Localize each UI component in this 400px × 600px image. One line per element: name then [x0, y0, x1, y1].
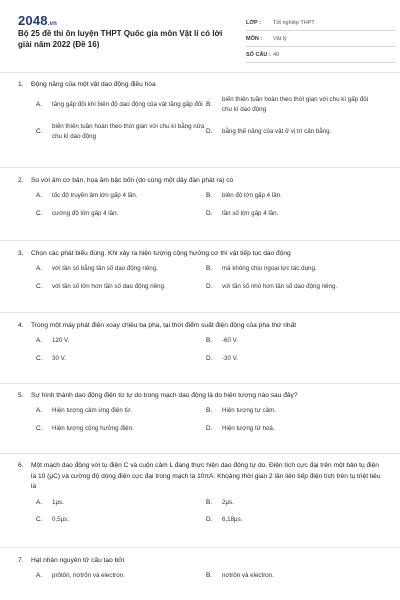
option-letter: C. — [36, 282, 43, 290]
question-number: 1. — [18, 81, 24, 88]
question-text: Một mạch dao động với tụ điện C và cuộn cảm L đang thực hiện dao động tự do. Điện tích cực đại trên một bản tụ điện là 10 (μC) và cường độ dòng điện cực đại trong mạch là 10πA. Khoảng thời gian 2 lần liên tiếp điện tích trên tụ triệt tiêu là — [31, 462, 381, 490]
option-text: 0,5μs. — [52, 516, 69, 523]
meta-row-class — [246, 15, 396, 31]
option-d[interactable] — [206, 424, 376, 434]
question-text: Trong một máy phát điện xoay chiều ba pha, tại thời điểm suất điện động của pha thứ nhất — [31, 322, 297, 329]
question-4 — [18, 321, 382, 363]
question-text: Sự hình thành dao động điện từ tự do trong mạch dao động là do hiện tượng nào sau đây? — [31, 392, 298, 399]
question-text: Động năng của một vật dao động điều hòa — [31, 81, 156, 88]
option-letter: D. — [206, 516, 213, 524]
question-6 — [18, 461, 382, 525]
option-letter: B. — [206, 101, 213, 108]
question-2 — [18, 176, 382, 218]
option-c[interactable] — [36, 515, 206, 525]
option-letter: C. — [36, 128, 43, 135]
option-text: tốc độ truyền âm lớn gấp 4 lần. — [52, 192, 138, 199]
option-a[interactable] — [36, 498, 206, 508]
option-letter: A. — [36, 337, 43, 345]
option-letter: A. — [36, 498, 43, 506]
option-text: với tần số lớn hơn tần số dao động riêng. — [52, 282, 166, 290]
divider — [0, 453, 400, 454]
option-letter: A. — [36, 192, 43, 200]
option-text: Hiện tượng cảm ứng điện từ. — [52, 407, 133, 414]
option-text: 120 V. — [52, 337, 70, 344]
option-letter: D. — [206, 128, 213, 135]
option-text: bằng thế năng của vật ở vị trí cân bằng. — [222, 127, 332, 135]
option-d[interactable] — [206, 515, 376, 525]
option-letter: A. — [36, 407, 43, 415]
option-letter: D. — [206, 354, 213, 362]
option-text: tăng gấp đôi khi biên độ dao động của vật tăng gấp đôi — [52, 100, 203, 108]
option-text: 2μs. — [222, 498, 234, 506]
option-c[interactable] — [36, 424, 206, 434]
question-3 — [18, 249, 382, 291]
option-c[interactable] — [36, 209, 206, 219]
divider — [0, 167, 400, 168]
option-b[interactable] — [206, 406, 376, 416]
question-number: 5. — [18, 392, 24, 399]
question-number: 2. — [18, 177, 24, 184]
meta-value: Vật lý — [273, 35, 287, 42]
option-c[interactable] — [36, 122, 206, 141]
option-a[interactable] — [36, 264, 206, 274]
meta-value: Tốt nghiệp THPT — [273, 19, 315, 26]
site-logo[interactable]: 2048.vn — [18, 13, 58, 28]
option-letter: C. — [36, 209, 43, 217]
option-text: prôtôn, nơtrôn và electron. — [52, 572, 125, 579]
option-a[interactable] — [36, 95, 206, 114]
option-text: biến thiên tuần hoàn theo thời gian với chu kì bằng nửa chu kì dao động — [52, 123, 205, 140]
page-header — [18, 0, 382, 70]
option-letter: B. — [206, 572, 213, 580]
divider — [0, 72, 400, 73]
meta-row-count — [246, 47, 396, 63]
option-text: nơtrôn và electron. — [222, 572, 274, 579]
meta-info — [246, 15, 396, 63]
divider — [0, 383, 400, 384]
option-letter: D. — [206, 209, 213, 217]
option-text: -30 V. — [222, 354, 238, 362]
divider — [0, 240, 400, 241]
meta-value: 40 — [273, 51, 280, 58]
option-text: với tần số bằng tần số dao động riêng. — [52, 265, 158, 272]
option-a[interactable] — [36, 336, 206, 346]
option-letter: C. — [36, 516, 43, 524]
meta-label: LỚP : — [246, 19, 261, 26]
option-d[interactable] — [206, 282, 376, 292]
divider — [0, 547, 400, 548]
option-letter: C. — [36, 424, 43, 432]
option-letter: A. — [36, 101, 43, 108]
divider — [0, 312, 400, 313]
question-number: 6. — [18, 462, 24, 469]
option-b[interactable] — [206, 498, 376, 508]
options — [36, 95, 382, 141]
options — [36, 336, 382, 363]
question-number: 7. — [18, 557, 24, 564]
question-text: So với âm cơ bản, họa âm bậc bốn (do cùng một dây đàn phát ra) có — [31, 177, 234, 184]
option-text: Hiện tượng tự cảm. — [222, 407, 276, 414]
option-letter: A. — [36, 572, 43, 580]
options — [36, 498, 382, 525]
option-letter: B. — [206, 498, 213, 506]
option-b[interactable] — [206, 95, 376, 114]
option-text: biến thiên tuần hoàn theo thời gian với chu kì gấp đôi chu kì dao động — [222, 96, 369, 113]
option-d[interactable] — [206, 122, 376, 141]
option-a[interactable] — [36, 191, 206, 201]
meta-label: MÔN : — [246, 35, 263, 42]
option-text: 30 V. — [52, 354, 66, 362]
option-letter: A. — [36, 265, 43, 273]
option-text: Hiện tượng cộng hưởng điện. — [52, 424, 134, 432]
option-b[interactable] — [206, 191, 376, 201]
options — [36, 264, 382, 291]
option-c[interactable] — [36, 354, 206, 364]
option-text: biên độ lớn gấp 4 lần. — [222, 192, 282, 199]
option-a[interactable] — [36, 571, 206, 581]
option-text: tần số lớn gấp 4 lần. — [222, 209, 279, 217]
meta-label: SỐ CÂU : — [246, 51, 271, 58]
question-1 — [18, 80, 382, 141]
option-b[interactable] — [206, 336, 376, 346]
option-c[interactable] — [36, 282, 206, 292]
option-a[interactable] — [36, 406, 206, 416]
option-text: mà không chịu ngoại lực tác dụng. — [222, 265, 317, 272]
option-letter: B. — [206, 192, 213, 200]
option-text: cường độ lớn gấp 4 lần. — [52, 209, 119, 217]
question-text: Hạt nhân nguyên tử cấu tạo bởi — [31, 557, 125, 564]
option-letter: D. — [206, 282, 213, 290]
document-title: Bộ 25 đề thi ôn luyện THPT Quốc gia môn Vật lí có lời giải năm 2022 (Đề 16) — [18, 29, 223, 49]
option-text: 6,18μs. — [222, 516, 243, 523]
option-text: Hiện tượng từ hoá. — [222, 424, 275, 432]
option-text: với tần số nhỏ hơn tần số dao động riêng. — [222, 282, 338, 290]
option-letter: C. — [36, 354, 43, 362]
option-text: 1μs. — [52, 498, 64, 506]
option-letter: B. — [206, 337, 213, 345]
meta-row-subject — [246, 31, 396, 47]
options — [36, 191, 382, 218]
option-letter: B. — [206, 407, 213, 415]
question-number: 4. — [18, 322, 24, 329]
option-b[interactable] — [206, 264, 376, 274]
option-b[interactable] — [206, 571, 376, 581]
options — [36, 406, 382, 433]
option-letter: B. — [206, 265, 213, 273]
question-number: 3. — [18, 250, 24, 257]
question-5 — [18, 391, 382, 433]
options — [36, 571, 382, 581]
question-text: Chọn các phát biểu đúng. Khi xảy ra hiện tượng cộng hưởng cơ thì vật tiếp tục dao động — [31, 250, 291, 257]
option-letter: D. — [206, 424, 213, 432]
option-d[interactable] — [206, 209, 376, 219]
option-text: -60 V. — [222, 337, 238, 344]
option-d[interactable] — [206, 354, 376, 364]
question-7 — [18, 556, 382, 581]
